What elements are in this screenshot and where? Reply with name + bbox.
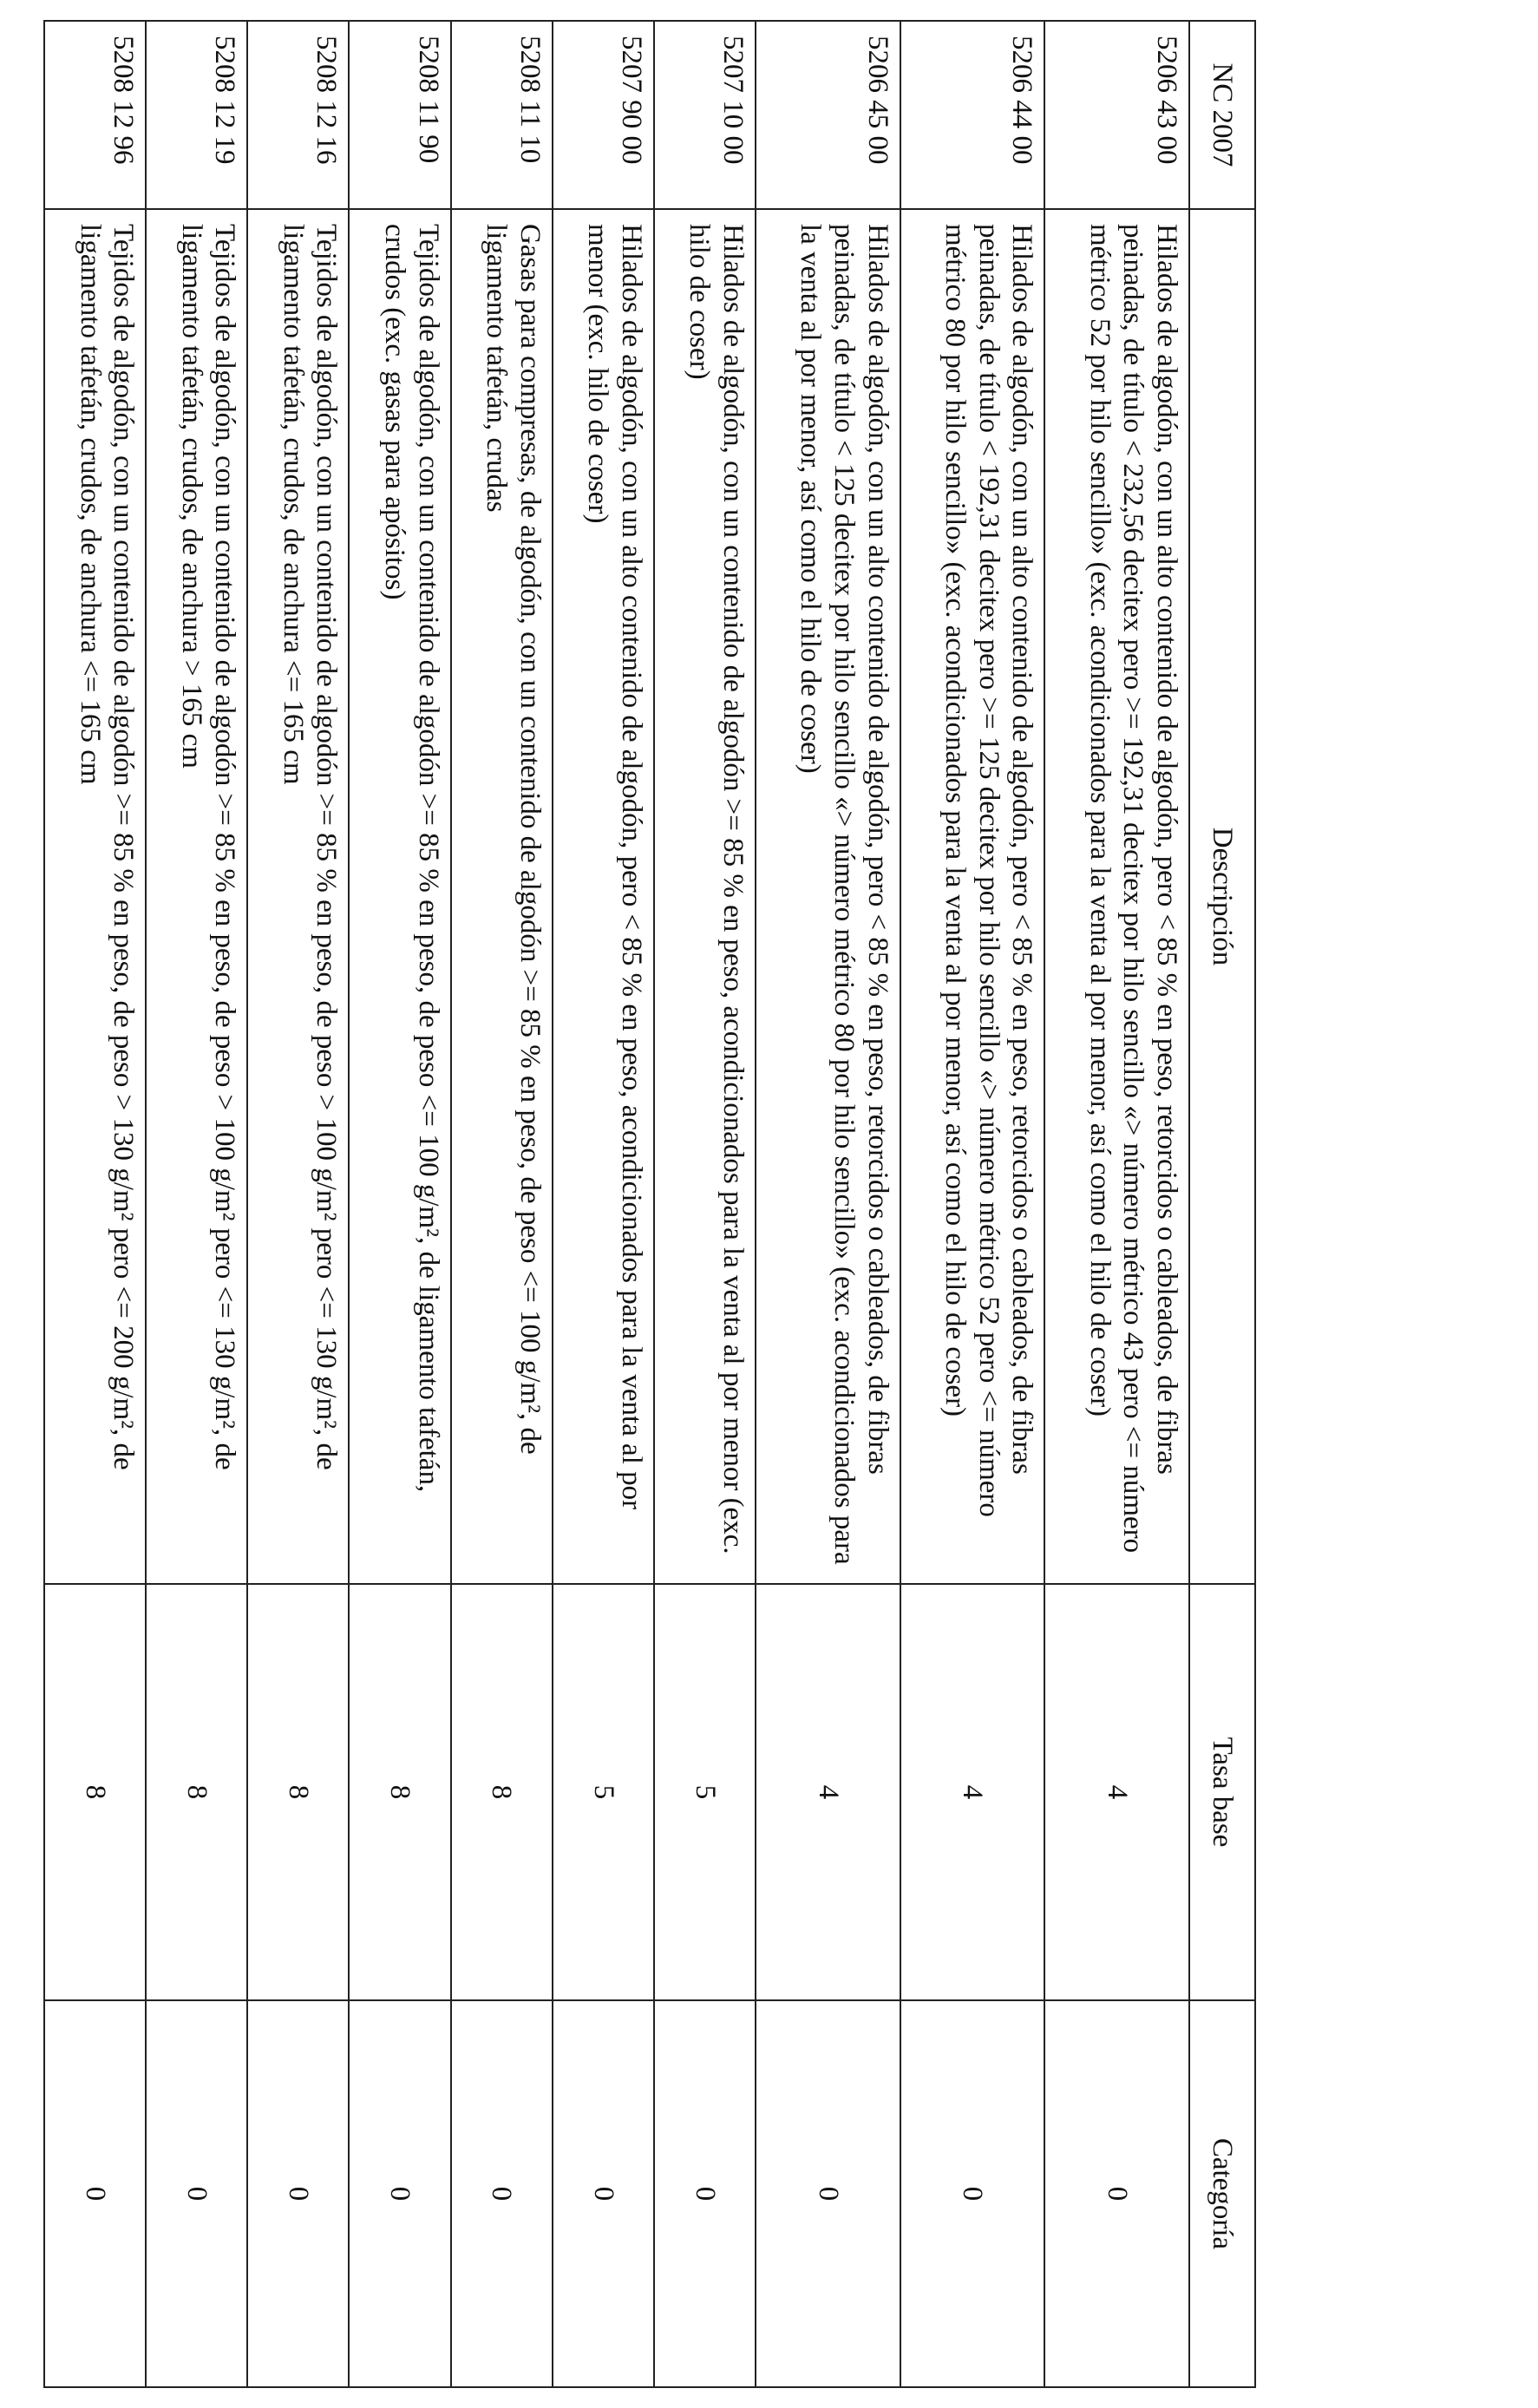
row-description: Hilados de algodón, con un contenido de algodón >= 85 % en peso, acondicionados para la venta al por menor (exc. hilo de coser) [654,209,756,1584]
row-base-rate: 8 [451,1584,553,2000]
row-category: 0 [900,2000,1045,2387]
rotated-page [43,20,1256,2386]
row-category: 0 [756,2000,900,2387]
row-category: 0 [247,2000,349,2387]
row-base-rate: 8 [247,1584,349,2000]
row-code: 5206 45 00 [756,21,900,209]
table-row [349,21,450,2387]
table-header [1189,21,1255,2387]
table-body [44,21,1189,2387]
row-code: 5208 12 96 [44,21,146,209]
row-code: 5208 12 19 [146,21,247,209]
table-row [44,21,146,2387]
row-code: 5208 11 10 [451,21,553,209]
row-base-rate: 5 [553,1584,654,2000]
row-category: 0 [44,2000,146,2387]
row-base-rate: 8 [146,1584,247,2000]
row-base-rate: 4 [1044,1584,1189,2000]
row-description: Tejidos de algodón, con un contenido de algodón >= 85 % en peso, de peso > 100 g/m² pero <= 130 g/m², de ligamento tafetán, crudos, de anchura <= 165 cm [247,209,349,1584]
header-base-rate: Tasa base [1189,1584,1255,2000]
row-description: Hilados de algodón, con un alto contenido de algodón, pero < 85 % en peso, retorcidos o cableados, de fibras peinadas, de título < 192,31 decitex pero >= 125 decitex por hilo sencillo «> número métrico 52 pero <= número métrico 80 por hilo sencillo» (exc. acondicionados para la venta al por menor, así como el hilo de coser) [900,209,1045,1584]
row-code: 5206 43 00 [1044,21,1189,209]
table-row [1044,21,1189,2387]
row-description: Hilados de algodón, con un alto contenido de algodón, pero < 85 % en peso, retorcidos o cableados, de fibras peinadas, de título < 125 decitex por hilo sencillo «> número métrico 80 por hilo sencillo» (exc. acondicionados para la venta al por menor, así como el hilo de coser) [756,209,900,1584]
row-description: Hilados de algodón, con un alto contenido de algodón, pero < 85 % en peso, retorcidos o cableados, de fibras peinadas, de título < 232,56 decitex pero >= 192,31 decitex por hilo sencillo «> número métrico 43 pero <= número métrico 52 por hilo sencillo» (exc. acondicionados para la venta al por menor, así como el hilo de coser) [1044,209,1189,1584]
row-base-rate: 4 [756,1584,900,2000]
row-description: Tejidos de algodón, con un contenido de algodón >= 85 % en peso, de peso > 130 g/m² pero <= 200 g/m², de ligamento tafetán, crudos, de anchura <= 165 cm [44,209,146,1584]
row-category: 0 [349,2000,450,2387]
row-base-rate: 8 [349,1584,450,2000]
header-code: NC 2007 [1189,21,1255,209]
row-description: Hilados de algodón, con un alto contenido de algodón, pero < 85 % en peso, acondicionados para la venta al por menor (exc. hilo de coser) [553,209,654,1584]
row-code: 5206 44 00 [900,21,1045,209]
row-code: 5208 11 90 [349,21,450,209]
table-row [553,21,654,2387]
row-base-rate: 5 [654,1584,756,2000]
table-row [451,21,553,2387]
row-code: 5207 10 00 [654,21,756,209]
table-row [900,21,1045,2387]
header-description: Descripción [1189,209,1255,1584]
table-row [146,21,247,2387]
table-row [654,21,756,2387]
row-code: 5208 12 16 [247,21,349,209]
row-base-rate: 8 [44,1584,146,2000]
header-row [1189,21,1255,2387]
row-base-rate: 4 [900,1584,1045,2000]
row-category: 0 [451,2000,553,2387]
row-category: 0 [1044,2000,1189,2387]
table-row [247,21,349,2387]
row-category: 0 [146,2000,247,2387]
row-category: 0 [553,2000,654,2387]
row-description: Tejidos de algodón, con un contenido de algodón >= 85 % en peso, de peso > 100 g/m² pero <= 130 g/m², de ligamento tafetán, crudos, de anchura > 165 cm [146,209,247,1584]
table-row [756,21,900,2387]
row-category: 0 [654,2000,756,2387]
row-code: 5207 90 00 [553,21,654,209]
header-category: Categoría [1189,2000,1255,2387]
tariff-table [43,20,1256,2388]
row-description: Tejidos de algodón, con un contenido de algodón >= 85 % en peso, de peso <= 100 g/m², de ligamento tafetán, crudos (exc. gasas para apósitos) [349,209,450,1584]
row-description: Gasas para compresas, de algodón, con un contenido de algodón >= 85 % en peso, de peso <= 100 g/m², de ligamento tafetán, crudas [451,209,553,1584]
